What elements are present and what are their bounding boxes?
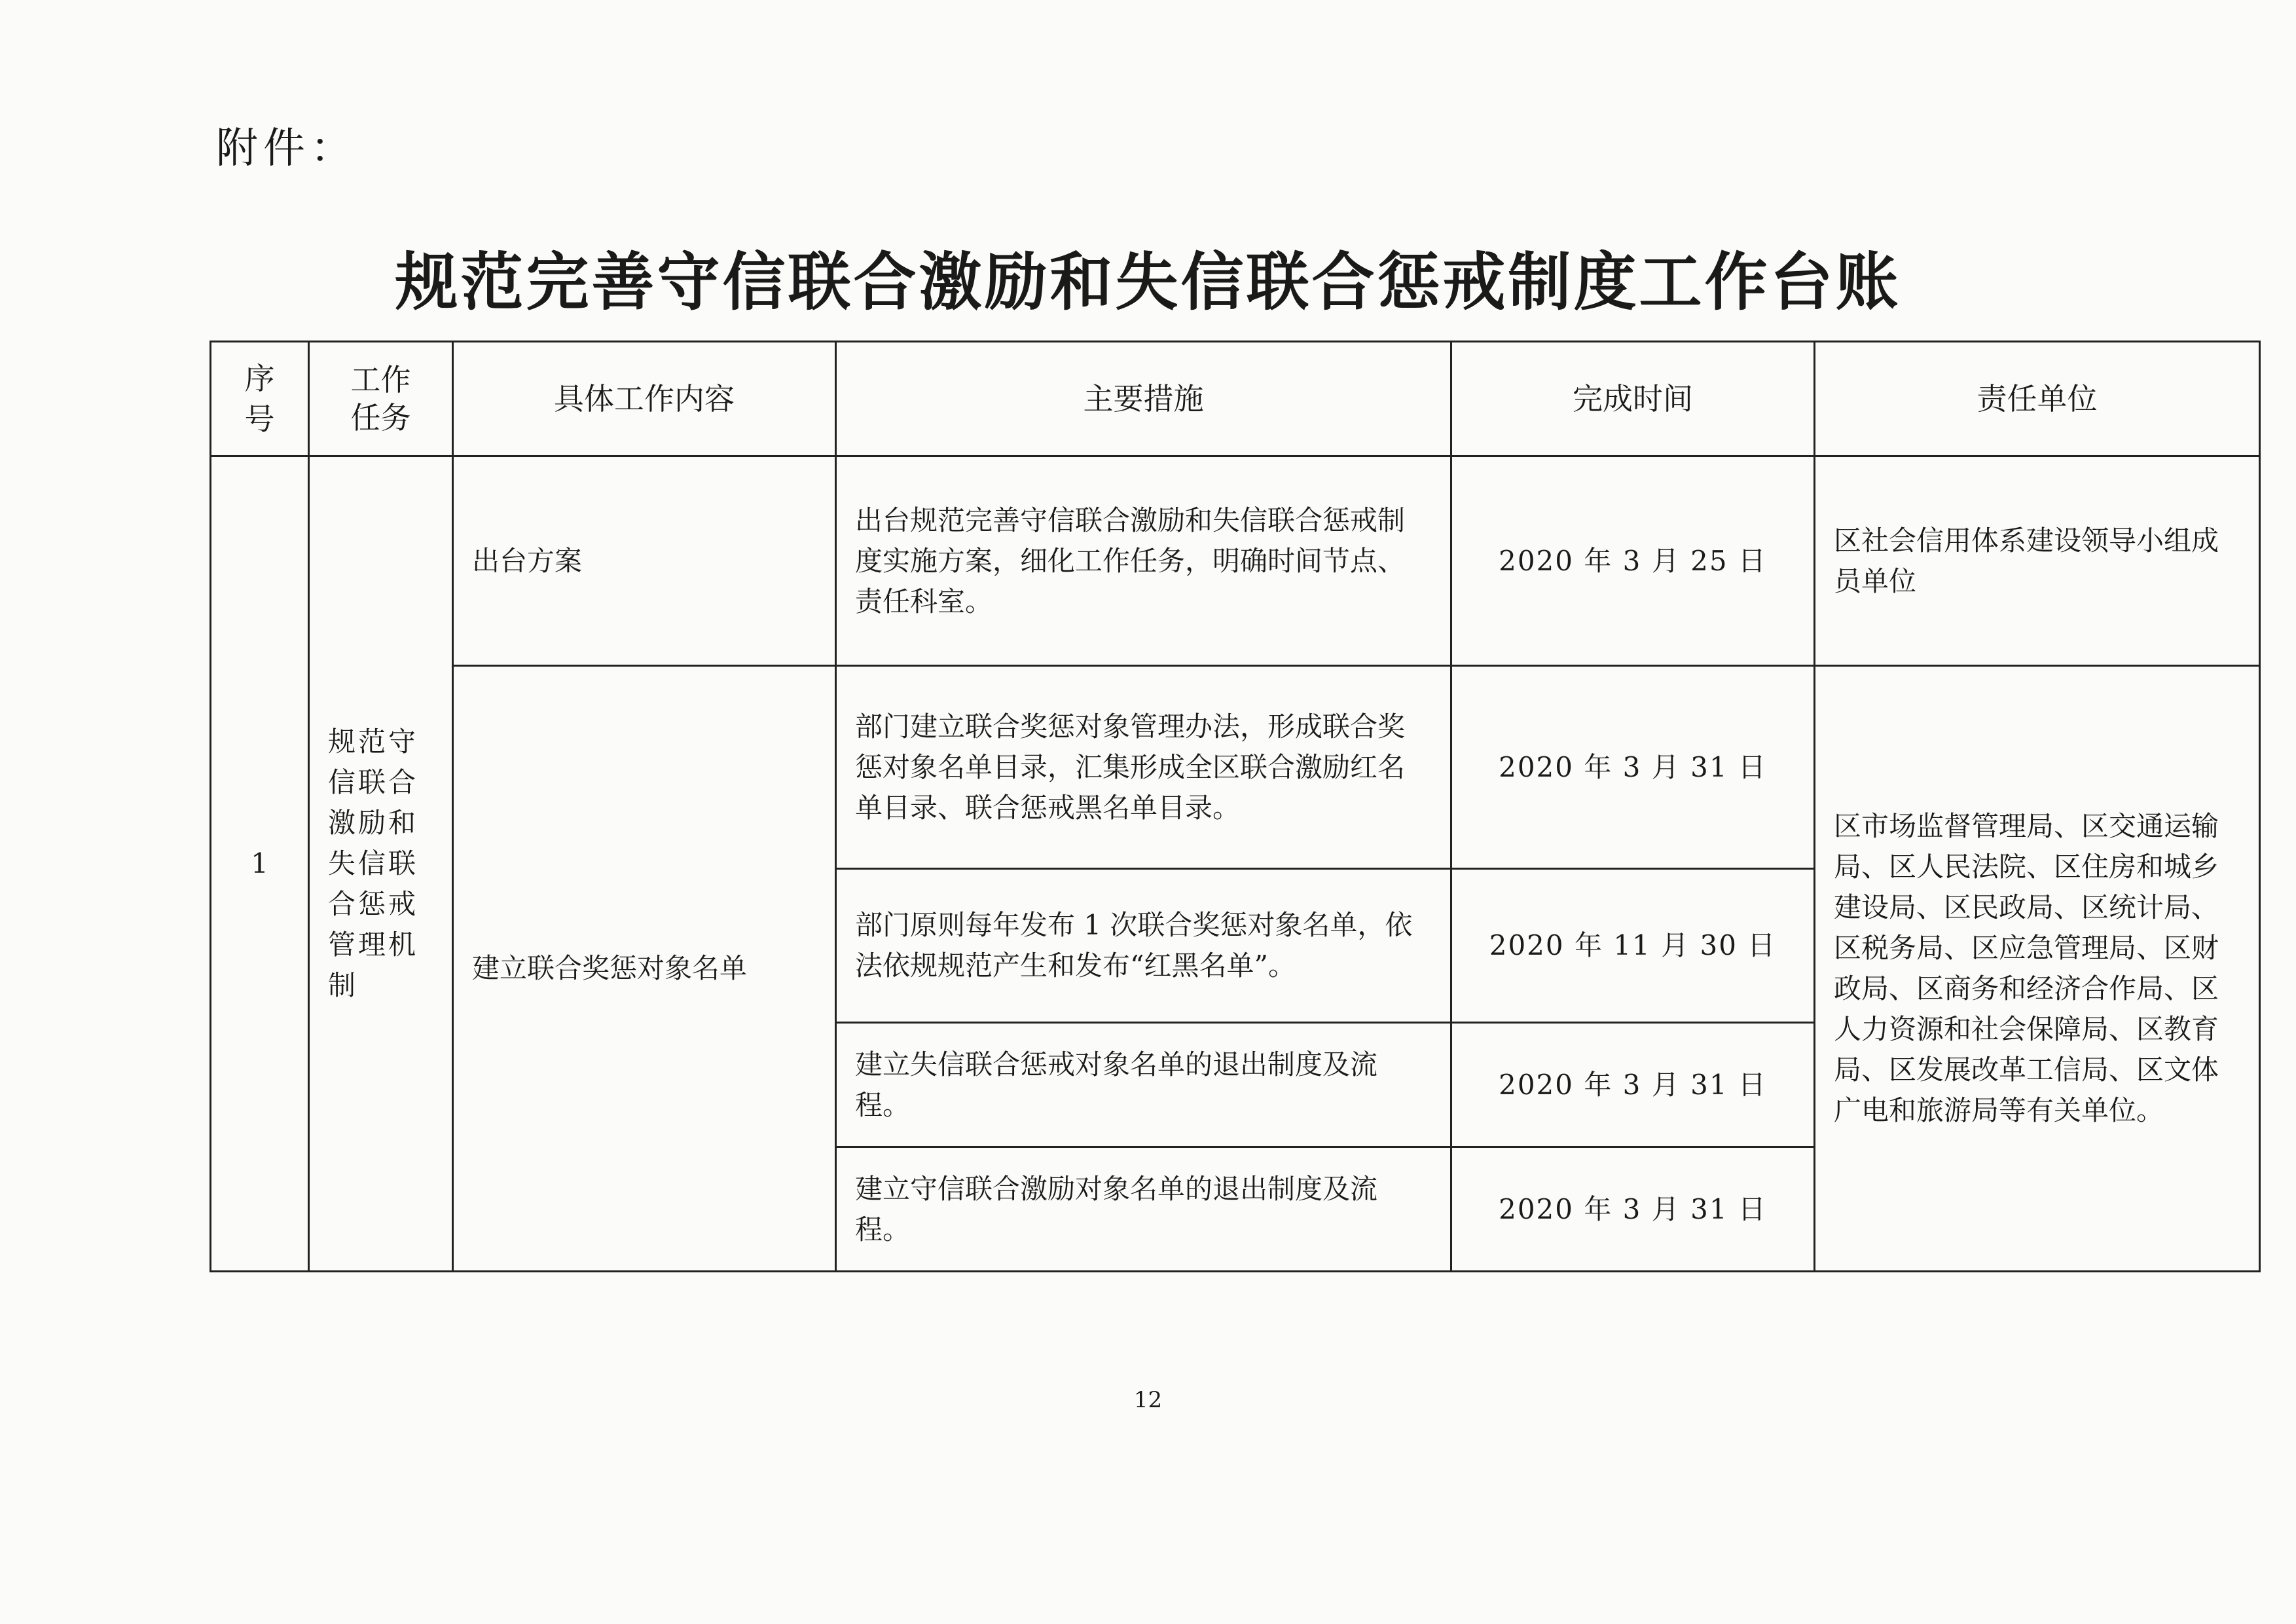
column-header-task: 工作任务 <box>309 342 453 456</box>
table-row <box>211 456 2260 666</box>
content-cell: 出台方案 <box>453 456 836 666</box>
measure-cell: 出台规范完善守信联合激励和失信联合惩戒制度实施方案，细化工作任务，明确时间节点、责任科室。 <box>836 456 1451 666</box>
date-cell: 2020 年 3 月 31 日 <box>1451 1023 1815 1147</box>
measure-cell: 部门原则每年发布 1 次联合奖惩对象名单，依法依规规范产生和发布“红黑名单”。 <box>836 869 1451 1023</box>
column-header-unit: 责任单位 <box>1815 342 2260 456</box>
unit-cell: 区社会信用体系建设领导小组成员单位 <box>1815 456 2260 666</box>
measure-cell: 部门建立联合奖惩对象管理办法，形成联合奖惩对象名单目录，汇集形成全区联合激励红名单目录、联合惩戒黑名单目录。 <box>836 666 1451 869</box>
work-ledger-table <box>210 341 2261 1272</box>
seq-cell: 1 <box>211 456 309 1272</box>
date-cell: 2020 年 11 月 30 日 <box>1451 869 1815 1023</box>
page-number: 12 <box>1133 1387 1163 1413</box>
unit-cell: 区市场监督管理局、区交通运输局、区人民法院、区住房和城乡建设局、区民政局、区统计局、区税务局、区应急管理局、区财政局、区商务和经济合作局、区人力资源和社会保障局、区教育局、区发展改革工信局、区文体广电和旅游局等有关单位。 <box>1815 666 2260 1272</box>
column-header-seq: 序号 <box>211 342 309 456</box>
table-row <box>211 666 2260 869</box>
measure-cell: 建立失信联合惩戒对象名单的退出制度及流程。 <box>836 1023 1451 1147</box>
content-cell: 建立联合奖惩对象名单 <box>453 666 836 1272</box>
column-header-date: 完成时间 <box>1451 342 1815 456</box>
date-cell: 2020 年 3 月 31 日 <box>1451 1147 1815 1272</box>
attachment-label: 附件： <box>216 124 357 173</box>
date-cell: 2020 年 3 月 31 日 <box>1451 666 1815 869</box>
task-cell: 规范守信联合激励和失信联合惩戒管理机制 <box>309 456 453 1272</box>
date-cell: 2020 年 3 月 25 日 <box>1451 456 1815 666</box>
column-header-measure: 主要措施 <box>836 342 1451 456</box>
measure-cell: 建立守信联合激励对象名单的退出制度及流程。 <box>836 1147 1451 1272</box>
document-title: 规范完善守信联合激励和失信联合惩戒制度工作台账 <box>395 245 1901 319</box>
table-header-row <box>211 342 2260 456</box>
column-header-content: 具体工作内容 <box>453 342 836 456</box>
